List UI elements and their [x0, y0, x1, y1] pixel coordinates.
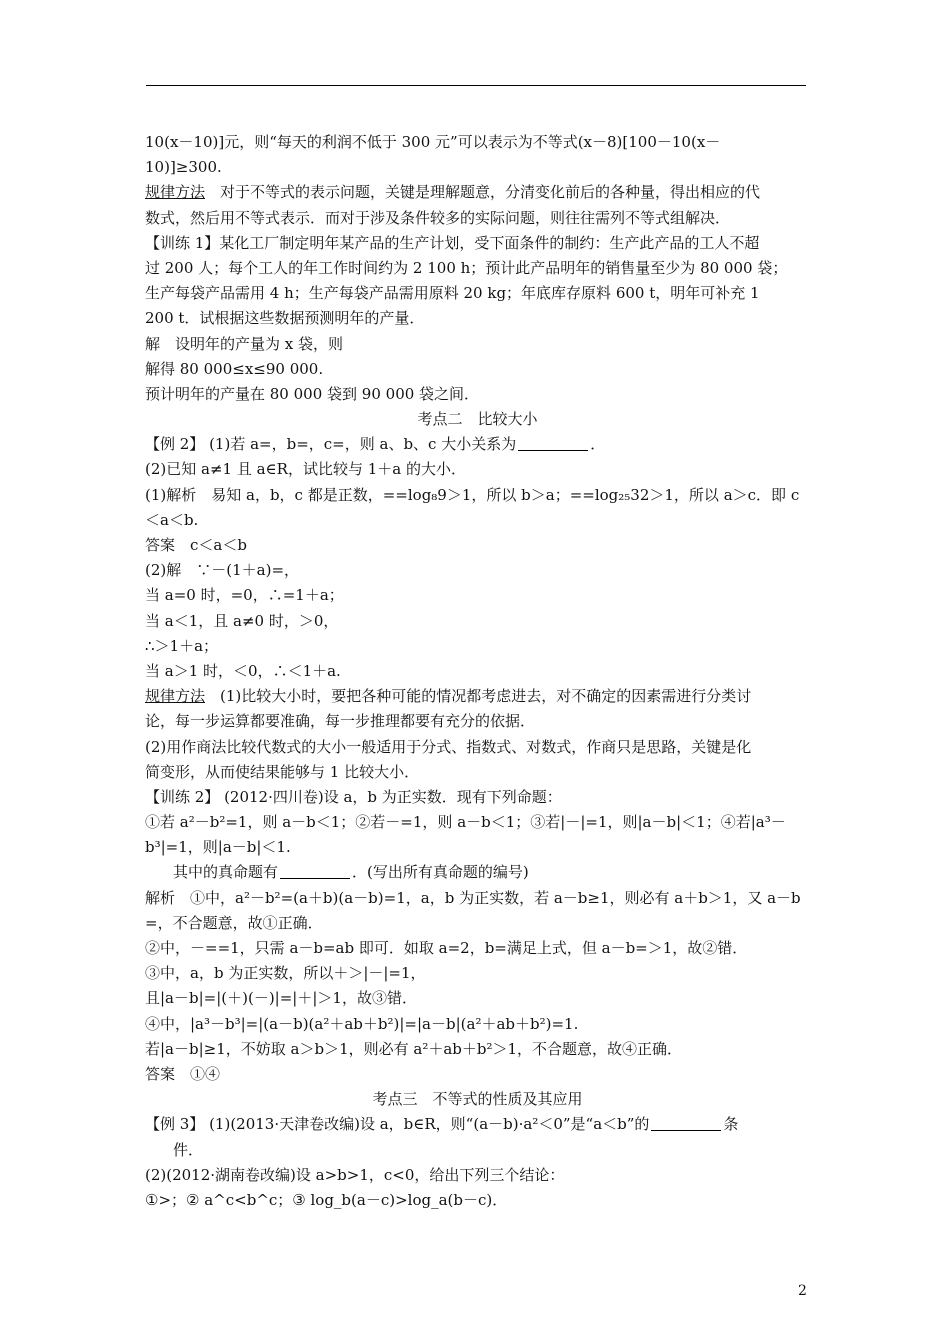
line-text: ①若 a²－b²=1，则 a－b＜1；②若－=1，则 a－b＜1；③若|－|=1，则|a－b|＜1；④若|a³－ [145, 813, 786, 832]
text-line [145, 281, 810, 306]
answer-blank [651, 1116, 721, 1131]
text-line [145, 231, 810, 256]
line-text: 且|a－b|=|(＋)(－)|=|＋|＞1，故③错． [145, 989, 417, 1008]
text-line [145, 583, 810, 608]
text-line [145, 785, 810, 810]
line-text: (1)解析 易知 a，b，c 都是正数，==log₈9＞1，所以 b＞a；==log₂₅32＞1，所以 a＞c．即 c [145, 485, 800, 504]
line-tail: 条 [723, 1115, 739, 1134]
line-text: 当 a＞1 时，＜0，∴＜1＋a. [145, 661, 341, 680]
text-line [145, 155, 810, 180]
text-line [145, 483, 810, 508]
line-text: 10(x－10)]元，则“每天的利润不低于 300 元”可以表示为不等式(x－8)[100－10(x－ [145, 133, 721, 151]
line-text: (1)比较大小时，要把各种可能的情况都考虑进去，对不确定的因素需进行分类讨 [205, 687, 752, 706]
line-text: 若|a－b|≥1，不妨取 a＞b＞1，则必有 a²＋ab＋b²＞1，不合题意，故④正确． [145, 1039, 683, 1058]
answer-blank [518, 436, 588, 451]
text-line [145, 961, 810, 986]
text-line [145, 1037, 810, 1062]
text-line [145, 709, 810, 734]
text-line [145, 306, 810, 331]
line-text: 生产每袋产品需用 4 h；生产每袋产品需用原料 20 kg；年底库存原料 600 t，明年可补充 1 [145, 284, 760, 303]
line-tail: ． [590, 435, 606, 454]
text-line [145, 206, 810, 231]
line-text: ∴＞1＋a； [145, 636, 219, 655]
line-text: ＜a＜b. [145, 510, 199, 529]
text-line [145, 810, 810, 835]
text-line [145, 936, 810, 961]
text-line [145, 332, 810, 357]
line-text: ①>；② a^c<b^c；③ log_b(a－c)>log_a(b－c)． [145, 1190, 508, 1209]
line-text: =，不合题意，故①正确． [145, 913, 323, 932]
text-line [145, 760, 810, 785]
text-line [145, 180, 810, 205]
header-rule [146, 85, 806, 86]
line-text: 解析 ①中，a²－b²=(a＋b)(a－b)=1，a，b 为正实数，若 a－b≥1，则必有 a＋b＞1，又 a－b [145, 888, 801, 907]
text-line [145, 609, 810, 634]
method-label: 规律方法 [145, 687, 206, 706]
text-line [145, 130, 810, 155]
line-text: 【例 3】 (1)(2013·天津卷改编)设 a，b∈R，则“(a－b)·a²＜0”是“a＜b”的 [145, 1115, 650, 1134]
line-text: 解 设明年的产量为 x 袋，则 [145, 334, 343, 353]
line-text: (2)已知 a≠1 且 a∈R，试比较与 1＋a 的大小． [145, 460, 466, 479]
page-number: 2 [798, 1283, 807, 1299]
line-text: (2)用作商法比较代数式的大小一般适用于分式、指数式、对数式，作商只是思路，关键是化 [145, 737, 752, 756]
section-heading [145, 407, 810, 432]
line-text: 答案 c＜a＜b [145, 536, 247, 554]
method-label: 规律方法 [145, 183, 206, 202]
text-line [145, 533, 810, 558]
text-line [145, 1163, 810, 1188]
line-tail: ．(写出所有真命题的编号) [352, 863, 529, 882]
line-text: 解得 80 000≤x≤90 000. [145, 359, 324, 378]
line-text: 过 200 人；每个工人的年工作时间约为 2 100 h；预计此产品明年的销售量至少为 80 000 袋； [145, 258, 788, 277]
line-text: 【训练 2】 (2012·四川卷)设 a，b 为正实数．现有下列命题： [145, 787, 562, 806]
line-text: ③中，a，b 为正实数，所以＋＞|－|=1， [145, 964, 426, 983]
text-line [145, 659, 810, 684]
line-text: 200 t．试根据这些数据预测明年的产量． [145, 309, 425, 328]
text-line [145, 1112, 810, 1137]
line-text: 数式，然后用不等式表示．而对于涉及条件较多的实际问题，则往往需列不等式组解决． [145, 208, 731, 227]
text-line [145, 735, 810, 760]
text-line [145, 986, 810, 1011]
line-text: (2)解 ∵－(1＋a)=， [145, 561, 300, 580]
answer-blank [280, 864, 350, 879]
text-line [145, 1012, 810, 1037]
text-line [145, 382, 810, 407]
text-line [145, 1062, 810, 1087]
line-text: 对于不等式的表示问题，关键是理解题意，分清变化前后的各种量，得出相应的代 [205, 183, 761, 202]
line-text: 预计明年的产量在 80 000 袋到 90 000 袋之间． [145, 384, 480, 403]
page-content [145, 130, 810, 1213]
line-text: 考点二 比较大小 [417, 410, 538, 429]
line-text: 论，每一步运算都要准确，每一步推理都要有充分的依据． [145, 712, 536, 731]
line-text: ④中，|a³－b³|=|(a－b)(a²＋ab＋b²)|=|a－b|(a²＋ab＋b²)=1. [145, 1014, 579, 1033]
section-heading [145, 1087, 810, 1112]
line-text: 当 a=0 时，=0，∴=1＋a； [145, 586, 344, 605]
text-line [145, 457, 810, 482]
line-text: 考点三 不等式的性质及其应用 [372, 1090, 583, 1109]
line-text: 简变形，从而使结果能够与 1 比较大小． [145, 762, 420, 781]
line-text: 【例 2】 (1)若 a=，b=，c=，则 a、b、c 大小关系为 [145, 435, 517, 454]
line-text: b³|=1，则|a－b|＜1. [145, 838, 291, 857]
line-text: 其中的真命题有 [173, 863, 279, 882]
text-line [145, 508, 810, 533]
line-text: ②中，－==1，只需 a－b=ab 即可．如取 a=2，b=满足上式，但 a－b=＞1，故②错． [145, 939, 748, 957]
text-line [145, 684, 810, 709]
text-line [145, 357, 810, 382]
text-line [145, 1188, 810, 1213]
line-text: 【训练 1】某化工厂制定明年某产品的生产计划，受下面条件的制约：生产此产品的工人不超 [145, 233, 760, 252]
text-line [145, 835, 810, 860]
text-line [145, 1138, 810, 1163]
text-line [145, 256, 810, 281]
text-line [145, 860, 810, 885]
text-line [145, 558, 810, 583]
line-text: 件． [173, 1140, 204, 1159]
line-text: 答案 ①④ [145, 1064, 221, 1083]
text-line [145, 432, 810, 457]
line-text: (2)(2012·湖南卷改编)设 a>b>1，c<0，给出下列三个结论： [145, 1165, 565, 1184]
text-line [145, 886, 810, 911]
text-line [145, 911, 810, 936]
text-line [145, 634, 810, 659]
line-text: 当 a＜1，且 a≠0 时，＞0， [145, 611, 339, 630]
line-text: 10)]≥300. [145, 158, 222, 177]
